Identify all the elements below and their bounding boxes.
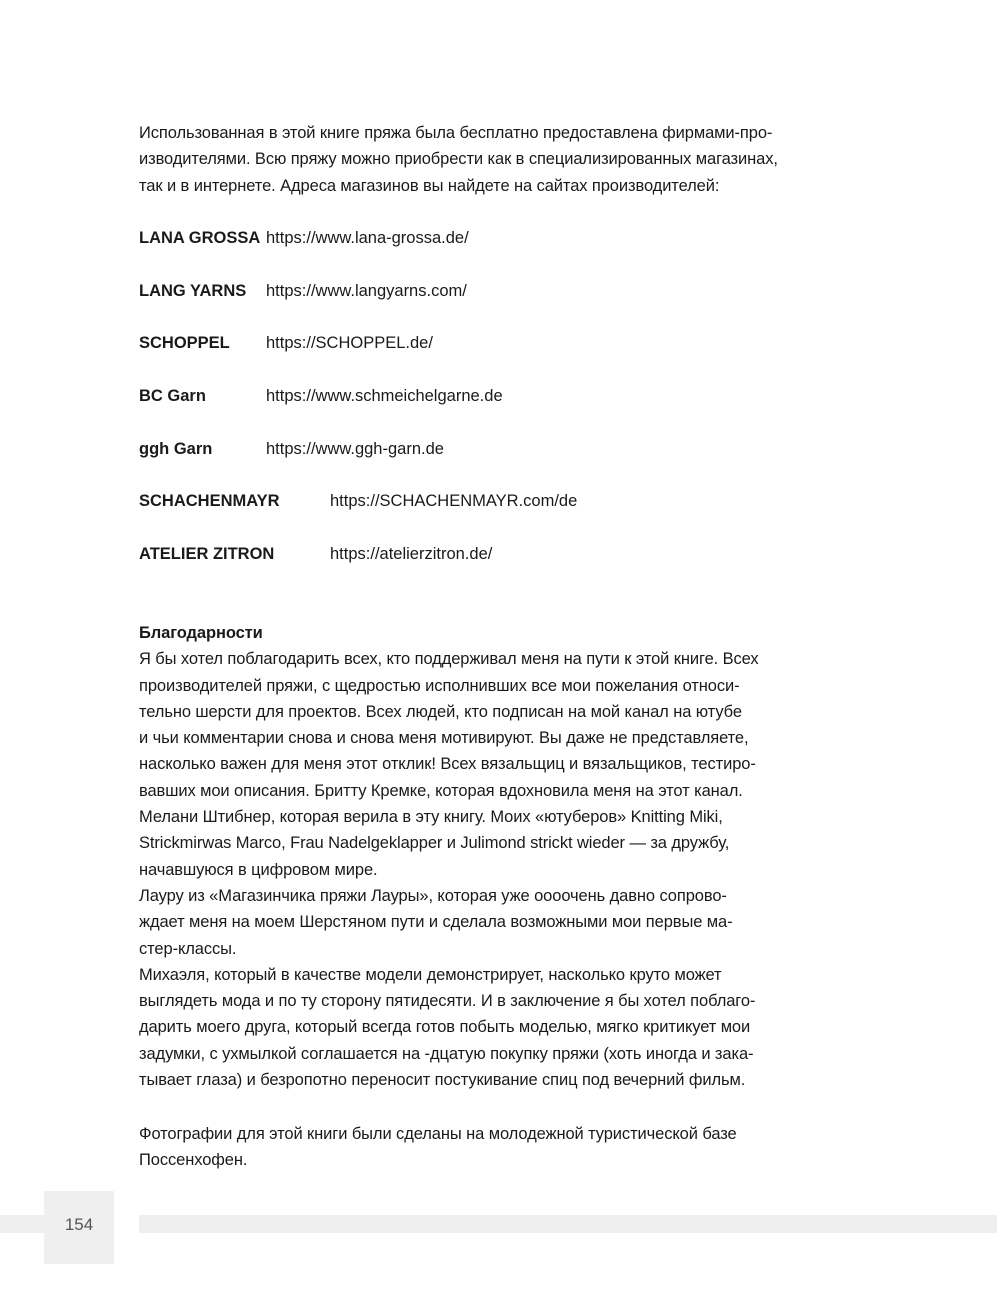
yarn-brand: SCHOPPEL [139,334,230,352]
acknowledgements-line: Мелани Штибнер, которая верила в эту книгу. Моих «ютуберов» Knitting Miki, [139,808,723,827]
yarn-brand: LANG YARNS [139,282,247,300]
page-number: 154 [64,1215,94,1234]
yarn-brand: BC Garn [139,387,206,405]
yarn-brand: ggh Garn [139,440,213,458]
acknowledgements-line: и чьи комментарии снова и снова меня мотивируют. Вы даже не представляете, [139,729,749,748]
acknowledgements-line: тывает глаза) и безропотно переносит постукивание спиц под вечерний фильм. [139,1071,746,1090]
yarn-url-link[interactable]: https://www.schmeichelgarne.de [266,387,503,405]
intro-line: Использованная в этой книге пряжа была бесплатно предоставлена фирмами-про- [139,124,773,142]
photo-credit-line: Поссенхофен. [139,1151,248,1170]
acknowledgements-line: тельно шерсти для проектов. Всех людей, кто подписан на мой канал на ютубе [139,702,742,721]
yarn-url-link[interactable]: https://www.ggh-garn.de [266,440,444,458]
acknowledgements-line: задумки, с ухмылкой соглашается на -дцатую покупку пряжи (хоть иногда и зака- [139,1044,754,1063]
acknowledgements-line: Лауру из «Магазинчика пряжи Лауры», которая уже оооочень давно сопрово- [139,886,727,905]
page-number-box [44,1191,114,1264]
intro-line: так и в интернете. Адреса магазинов вы найдете на сайтах производителей: [139,176,720,195]
yarn-url-link[interactable]: https://www.langyarns.com/ [266,282,467,300]
photo-credit-paragraph [139,1121,839,1174]
acknowledgements-line: насколько важен для меня этот отклик! Всех вязальщиц и вязальщиков, тестиро- [139,755,756,774]
acknowledgements-line: Михаэля, который в качестве модели демонстрирует, насколько круто может [139,965,722,984]
acknowledgements-section [139,620,839,1093]
acknowledgements-line: вавших мои описания. Бритту Кремке, которая вдохновила меня на этот канал. [139,781,743,800]
yarn-brand: LANA GROSSA [139,229,261,247]
acknowledgements-line: производителей пряжи, с щедростью исполнивших все мои пожелания относи- [139,676,740,695]
acknowledgements-line: дарить моего друга, который всегда готов побыть моделью, мягко критикует мои [139,1018,751,1037]
photo-credit-line: Фотографии для этой книги были сделаны на молодежной туристической базе [139,1125,737,1143]
yarn-url-link[interactable]: https://www.lana-grossa.de/ [266,229,469,247]
acknowledgements-title: Благодарности [139,624,263,642]
yarn-brand: ATELIER ZITRON [139,545,275,563]
yarn-url-link[interactable]: https://atelierzitron.de/ [330,545,493,563]
intro-paragraph [139,120,819,199]
acknowledgements-line: стер-классы. [139,939,237,958]
footer-bar-left [0,1215,44,1233]
acknowledgements-line: ждает меня на моем Шерстяном пути и сделала возможными мои первые ма- [139,913,733,932]
yarn-url-link[interactable]: https://SCHOPPEL.de/ [266,334,433,352]
yarn-brand: SCHACHENMAYR [139,492,280,510]
acknowledgements-line: выглядеть мода и по ту сторону пятидесяти. И в заключение я бы хотел поблаго- [139,992,756,1011]
intro-line: изводителями. Всю пряжу можно приобрести как в специализированных магазинах, [139,150,778,169]
acknowledgements-line: начавшуюся в цифровом мире. [139,860,378,879]
acknowledgements-line: Я бы хотел поблагодарить всех, кто поддерживал меня на пути к этой книге. Всех [139,650,759,669]
yarn-url-link[interactable]: https://SCHACHENMAYR.com/de [330,492,578,510]
acknowledgements-line: Strickmirwas Marco, Frau Nadelgeklapper и Julimond strickt wieder — за дружбу, [139,834,730,853]
footer-bar-right [139,1215,997,1233]
